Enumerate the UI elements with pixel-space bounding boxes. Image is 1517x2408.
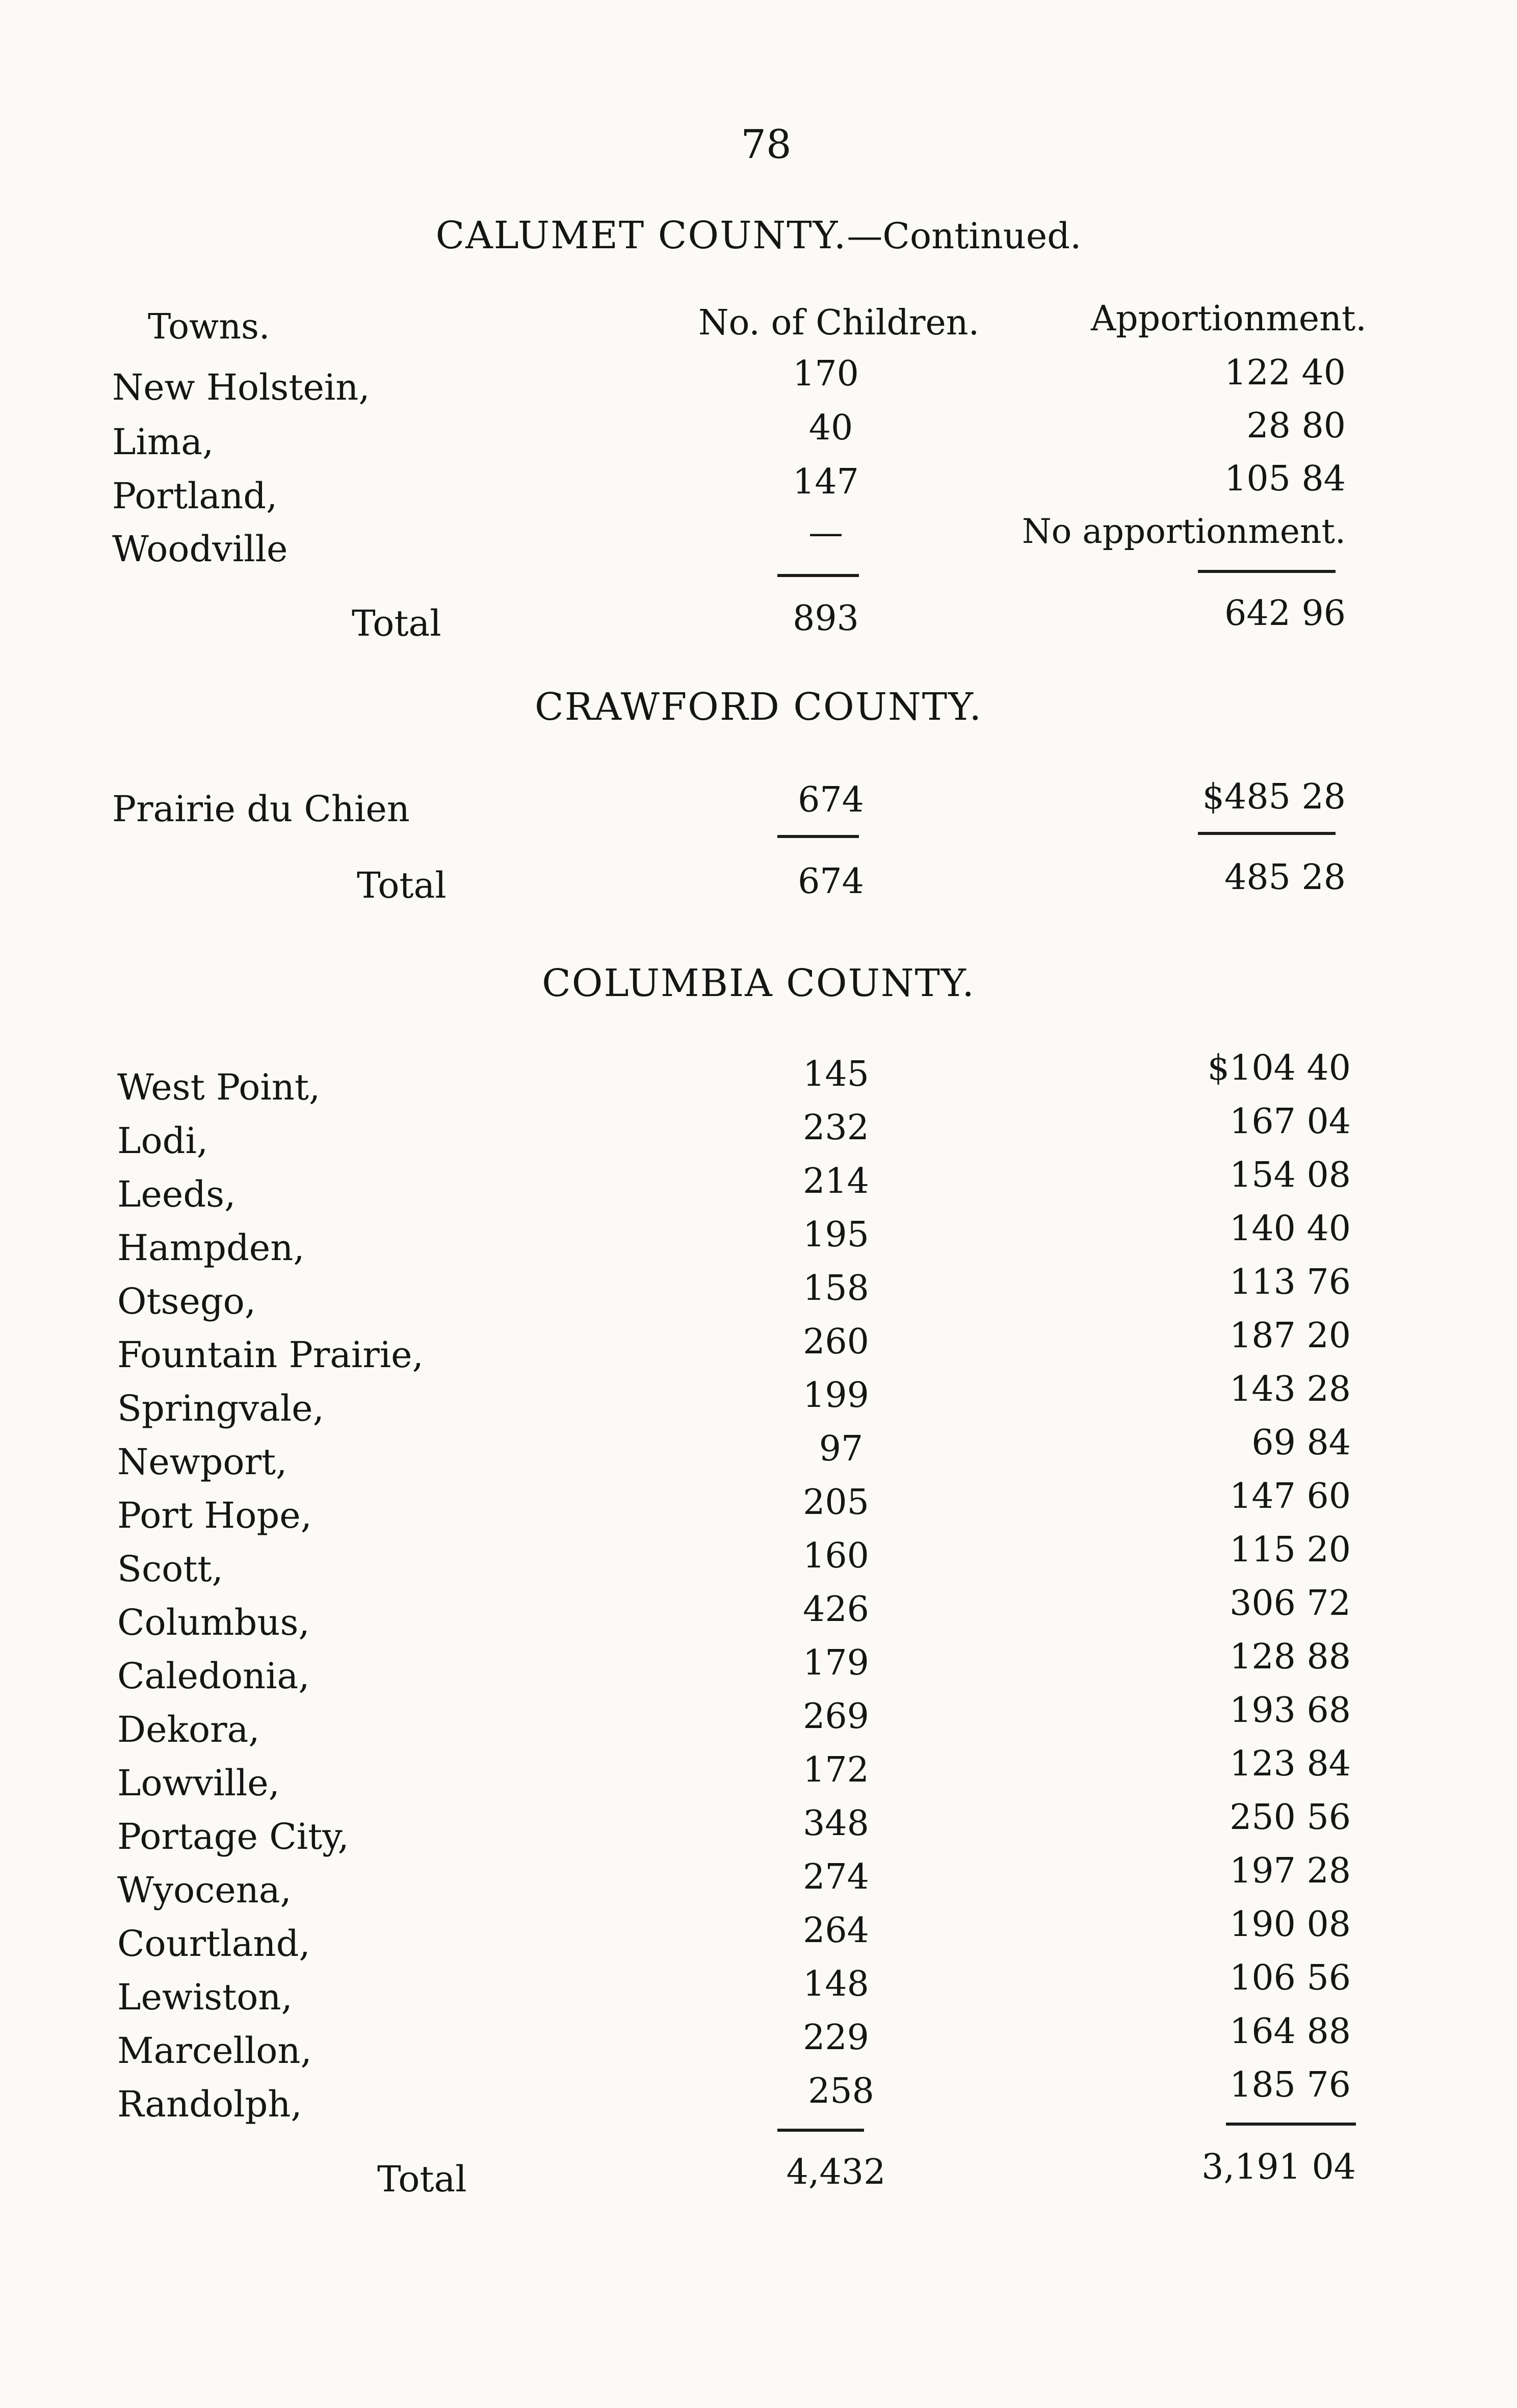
total-children: 893 <box>793 598 859 639</box>
total-apportionment: 485 28 <box>1224 857 1346 898</box>
total-label: Total <box>377 2158 467 2200</box>
total-rule <box>1198 570 1336 573</box>
table-row-town: West Point, <box>117 1066 321 1108</box>
table-row-apportionment: 250 56 <box>1230 1797 1351 1838</box>
table-row-town: Fountain Prairie, <box>117 1334 424 1376</box>
column-header-towns: Towns. <box>148 307 270 347</box>
table-row-town: Leeds, <box>117 1173 236 1215</box>
table-row-apportionment: 197 28 <box>1230 1851 1351 1891</box>
table-row-apportionment: 122 40 <box>1224 353 1346 393</box>
table-row-town: Courtland, <box>117 1923 310 1965</box>
total-rule <box>1226 2123 1356 2126</box>
table-row-apportionment: 154 08 <box>1230 1155 1351 1195</box>
table-row-town: Newport, <box>117 1441 287 1483</box>
table-row-children: 145 <box>803 1054 869 1094</box>
table-row-apportionment: 306 72 <box>1230 1583 1351 1624</box>
table-row-apportionment: 164 88 <box>1230 2011 1351 2052</box>
table-row-town: Scott, <box>117 1548 223 1590</box>
table-row-children: 195 <box>803 1215 869 1255</box>
table-row-town: Hampden, <box>117 1227 305 1269</box>
table-row-children: 179 <box>803 1643 869 1683</box>
table-row-apportionment: 193 68 <box>1230 1690 1351 1731</box>
table-row-apportionment: 187 20 <box>1230 1316 1351 1356</box>
column-header-children: No. of Children. <box>698 303 980 343</box>
table-row-children: 269 <box>803 1696 869 1737</box>
table-row-apportionment: 69 84 <box>1251 1423 1351 1463</box>
total-rule <box>777 835 859 838</box>
table-row-town: Lowville, <box>117 1762 280 1804</box>
table-row-apportionment: 28 80 <box>1246 406 1346 446</box>
total-rule <box>1198 832 1336 835</box>
table-row-apportionment: 185 76 <box>1230 2065 1351 2105</box>
table-row-children: 674 <box>798 780 864 820</box>
table-row-children: 205 <box>803 1482 869 1523</box>
total-label: Total <box>352 603 441 644</box>
table-row-children: 229 <box>803 2018 869 2058</box>
table-row-children: 160 <box>803 1536 869 1576</box>
table-row-apportionment: 140 40 <box>1230 1209 1351 1249</box>
section-heading-crawford: CRAWFORD COUNTY. <box>534 685 982 729</box>
table-row-children: 274 <box>803 1857 869 1897</box>
table-row-apportionment: 123 84 <box>1230 1744 1351 1784</box>
table-row-town: Otsego, <box>117 1280 256 1322</box>
table-row-children: 158 <box>803 1268 869 1308</box>
total-children: 674 <box>798 861 864 902</box>
table-row-apportionment: 105 84 <box>1224 459 1346 499</box>
page-number: 78 <box>741 122 792 168</box>
table-row-town: Springvale, <box>117 1388 324 1429</box>
table-row-town: Portland, <box>112 475 278 517</box>
column-header-apportionment: Apportionment. <box>1091 299 1367 339</box>
section-heading-continued: —Continued. <box>847 215 1082 257</box>
table-row-apportionment: No apportionment. <box>1022 512 1346 551</box>
total-apportionment: 642 96 <box>1224 593 1346 634</box>
table-row-town: Port Hope, <box>117 1495 312 1536</box>
table-row-children: 260 <box>803 1322 869 1362</box>
total-label: Total <box>357 865 447 906</box>
table-row-apportionment: 167 04 <box>1230 1102 1351 1142</box>
table-row-apportionment: 115 20 <box>1230 1530 1351 1570</box>
table-row-apportionment: $104 40 <box>1207 1048 1351 1088</box>
total-rule <box>777 574 859 577</box>
table-row-children: — <box>808 513 843 553</box>
table-row-town: Lodi, <box>117 1120 208 1162</box>
table-row-children: 258 <box>808 2071 874 2111</box>
table-row-children: 348 <box>803 1803 869 1844</box>
total-apportionment: 3,191 04 <box>1201 2147 1356 2187</box>
table-row-town: Columbus, <box>117 1602 310 1643</box>
total-children: 4,432 <box>786 2152 886 2192</box>
table-row-apportionment: 128 88 <box>1230 1637 1351 1677</box>
table-row-town: Wyocena, <box>117 1869 292 1911</box>
table-row-apportionment: $485 28 <box>1202 777 1346 817</box>
table-row-town: Dekora, <box>117 1709 260 1750</box>
table-row-children: 426 <box>803 1589 869 1630</box>
section-heading-columbia: COLUMBIA COUNTY. <box>542 961 975 1005</box>
table-row-town: Lima, <box>112 421 214 463</box>
section-heading-calumet <box>0 214 1517 257</box>
table-row-apportionment: 106 56 <box>1230 1958 1351 1998</box>
table-row-town: Caledonia, <box>117 1655 310 1697</box>
table-row-town: New Holstein, <box>112 367 370 408</box>
table-row-children: 170 <box>793 354 859 394</box>
table-row-children: 97 <box>819 1429 864 1469</box>
table-row-town: Prairie du Chien <box>112 788 410 830</box>
table-row-children: 264 <box>803 1910 869 1951</box>
section-heading-title: CALUMET COUNTY. <box>435 214 847 257</box>
table-row-children: 147 <box>793 462 859 502</box>
table-row-children: 40 <box>808 408 853 448</box>
table-row-children: 214 <box>803 1161 869 1201</box>
table-row-apportionment: 190 08 <box>1230 1904 1351 1945</box>
table-row-town: Lewiston, <box>117 1976 293 2018</box>
total-rule <box>777 2129 864 2132</box>
table-row-children: 172 <box>803 1750 869 1790</box>
table-row-children: 148 <box>803 1964 869 2004</box>
table-row-town: Woodville <box>112 528 288 570</box>
table-row-town: Marcellon, <box>117 2030 312 2072</box>
table-row-apportionment: 143 28 <box>1230 1369 1351 1409</box>
table-row-apportionment: 147 60 <box>1230 1476 1351 1516</box>
table-row-town: Randolph, <box>117 2083 302 2125</box>
table-row-town: Portage City, <box>117 1816 349 1857</box>
table-row-children: 199 <box>803 1375 869 1416</box>
table-row-apportionment: 113 76 <box>1230 1262 1351 1302</box>
table-row-children: 232 <box>803 1108 869 1148</box>
